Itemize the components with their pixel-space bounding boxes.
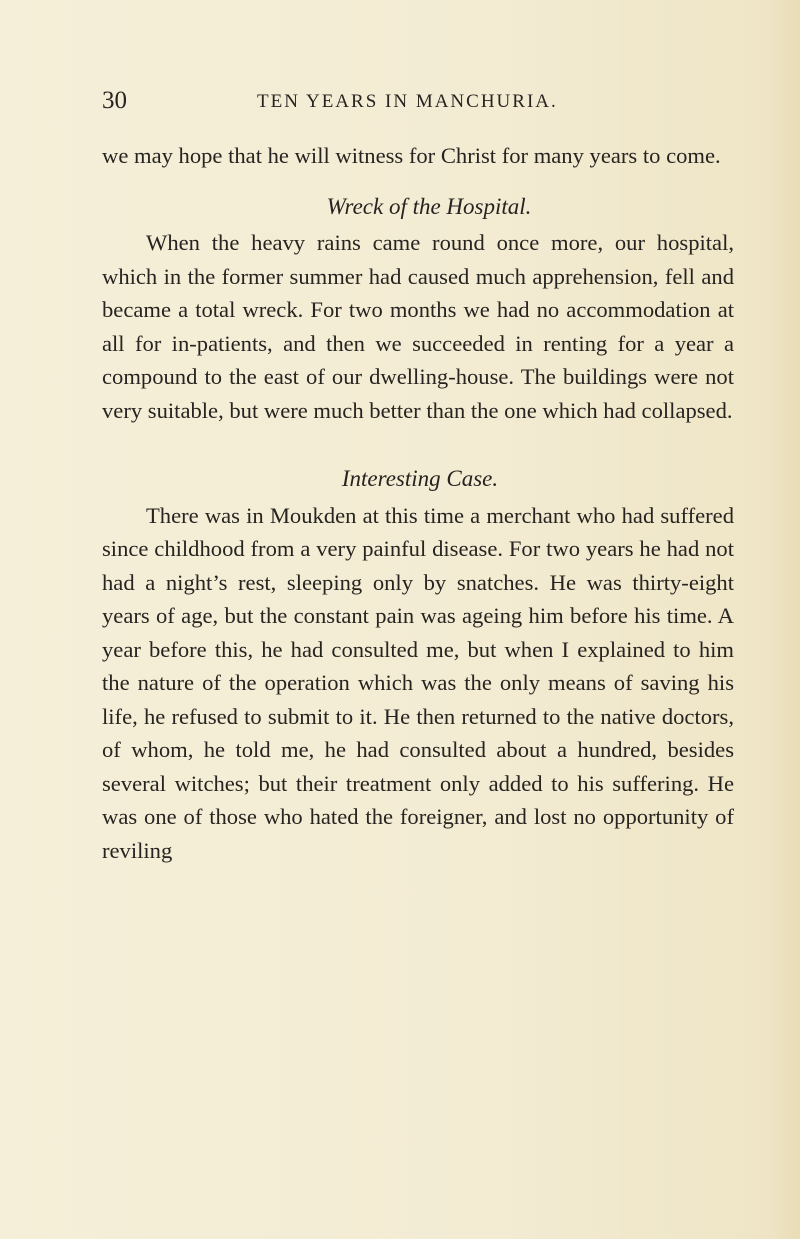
paragraph-wreck-of-the-hospital: When the heavy rains came round once more, our hospital, which in the former summer had caused much apprehension, fell and became a total wreck. For two months we had no accommodation at all for in-patients, and then we succeeded in renting for a year a compound to the east of our dwelling-house. The buildings were not very suitable, but were much better than the one which had collapsed. [102, 230, 734, 423]
running-title: TEN YEARS IN MANCHURIA. [257, 91, 558, 112]
page-number: 30 [102, 87, 127, 114]
paragraph-interesting-case: There was in Moukden at this time a merchant who had suffered since childhood from a very painful disease. For two years he had not had a night’s rest, sleeping only by snatches. He was thirty-eight years of age, but the constant pain was ageing him before his time. A year before this, he had consulted me, but when I explained to him the nature of the operation which was the only means of saving his life, he refused to submit to it. He then returned to the native doctors, of whom, he told me, he had consulted about a hundred, besides several witches; but their treatment only added to his suffering. He was one of those who hated the foreigner, and lost no opportunity of reviling [102, 502, 734, 863]
section-heading-wreck-of-the-hospital: Wreck of the Hospital. [326, 193, 532, 219]
running-head [102, 86, 702, 116]
body-text [102, 139, 734, 867]
opening-paragraph: we may hope that he will witness for Christ for many years to come. [102, 143, 721, 168]
section-heading-interesting-case: Interesting Case. [341, 466, 499, 491]
